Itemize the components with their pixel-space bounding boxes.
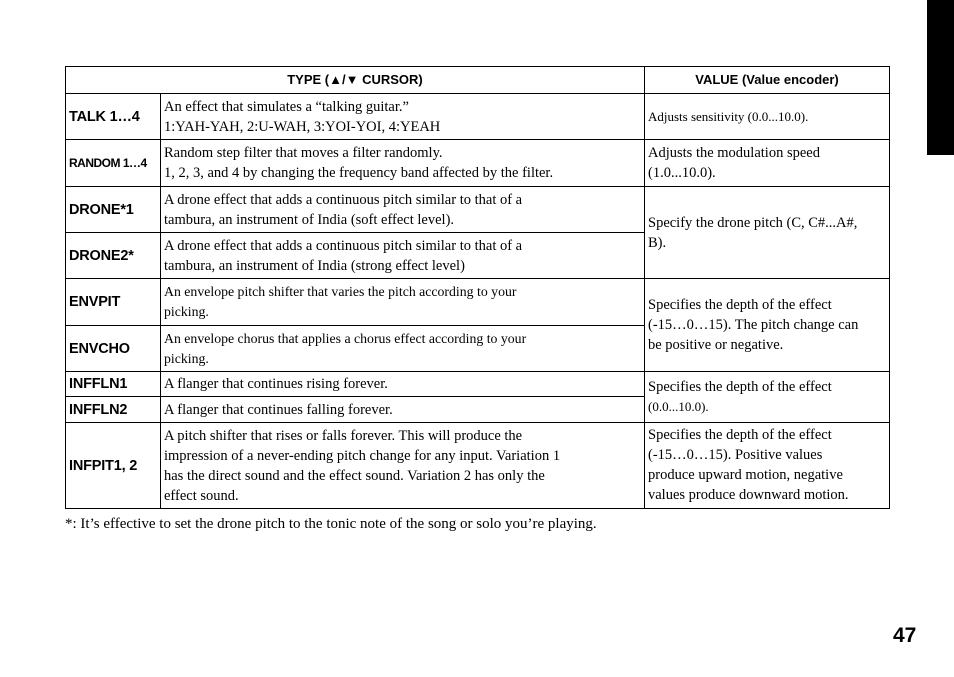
value-line: Specifies the depth of the effect (648, 427, 832, 443)
table-row (66, 187, 890, 233)
value-line: values produce downward motion. (648, 487, 849, 503)
type-cell: ENVCHO (66, 326, 161, 372)
type-cell: RANDOM 1…4 (66, 140, 161, 187)
table-row (66, 94, 890, 140)
value-line: Adjusts the modulation speed (648, 145, 820, 161)
description-line: A pitch shifter that rises or falls forever. This will produce the (164, 427, 523, 444)
description-line: picking. (164, 350, 209, 366)
table-row (66, 372, 890, 397)
type-cell: DRONE*1 (66, 187, 161, 233)
value-line: Specifies the depth of the effect (648, 297, 832, 313)
description-cell (161, 140, 645, 187)
value-cell (645, 423, 890, 509)
value-line: B). (648, 234, 667, 251)
value-column-header: VALUE (Value encoder) (645, 67, 890, 94)
description-line: has the direct sound and the effect sound. Variation 2 has only the (164, 467, 545, 484)
description-line: 1:YAH-YAH, 2:U-WAH, 3:YOI-YOI, 4:YEAH (164, 118, 441, 135)
description-line: impression of a never-ending pitch change for any input. Variation 1 (164, 447, 561, 464)
value-line: (-15…0…15). Positive values (648, 447, 823, 463)
value-cell (645, 187, 890, 279)
description-line: An effect that simulates a “talking guitar.” (164, 98, 409, 115)
description-line: Random step filter that moves a filter randomly. (164, 145, 443, 161)
table-row (66, 423, 890, 509)
value-line: (0.0...10.0). (648, 399, 709, 414)
description-cell (161, 233, 645, 279)
type-cell: TALK 1…4 (66, 94, 161, 140)
description-line: A flanger that continues rising forever. (164, 376, 388, 392)
type-cell: INFFLN2 (66, 397, 161, 423)
description-cell (161, 94, 645, 140)
value-line: Specify the drone pitch (C, C#...A#, (648, 214, 858, 231)
table-header-row (66, 67, 890, 94)
type-column-header: TYPE (▲/▼ CURSOR) (66, 67, 645, 94)
chapter-tab-marker (927, 0, 954, 155)
value-line: be positive or negative. (648, 337, 784, 353)
drone-footnote: *: It’s effective to set the drone pitch to the tonic note of the song or solo you’re playing. (65, 516, 597, 532)
value-cell (645, 279, 890, 372)
value-cell (645, 372, 890, 423)
description-line: An envelope pitch shifter that varies the pitch according to your (164, 284, 517, 299)
description-cell (161, 279, 645, 326)
value-cell (645, 140, 890, 187)
table-row (66, 140, 890, 187)
description-cell (161, 397, 645, 423)
type-cell: ENVPIT (66, 279, 161, 326)
value-line: produce upward motion, negative (648, 467, 843, 483)
description-cell (161, 423, 645, 509)
value-line: Adjusts sensitivity (0.0...10.0). (648, 108, 809, 124)
type-cell: INFFLN1 (66, 372, 161, 397)
description-cell (161, 326, 645, 372)
description-line: An envelope chorus that applies a chorus effect according to your (164, 330, 527, 346)
description-line: tambura, an instrument of India (soft effect level). (164, 211, 455, 228)
page-number: 47 (893, 624, 917, 647)
description-line: 1, 2, 3, and 4 by changing the frequency band affected by the filter. (164, 165, 554, 181)
type-cell: INFPIT1, 2 (66, 423, 161, 509)
value-cell (645, 94, 890, 140)
description-line: A drone effect that adds a continuous pitch similar to that of a (164, 191, 523, 208)
description-cell (161, 372, 645, 397)
description-line: picking. (164, 304, 209, 319)
description-cell (161, 187, 645, 233)
description-line: tambura, an instrument of India (strong effect level) (164, 257, 465, 274)
effect-type-table (65, 66, 890, 509)
description-line: A flanger that continues falling forever. (164, 401, 393, 418)
value-line: (1.0...10.0). (648, 165, 716, 181)
value-line: (-15…0…15). The pitch change can (648, 317, 859, 333)
value-line: Specifies the depth of the effect (648, 379, 832, 395)
description-line: effect sound. (164, 487, 239, 504)
type-cell: DRONE2* (66, 233, 161, 279)
table-row (66, 279, 890, 326)
description-line: A drone effect that adds a continuous pitch similar to that of a (164, 237, 523, 254)
